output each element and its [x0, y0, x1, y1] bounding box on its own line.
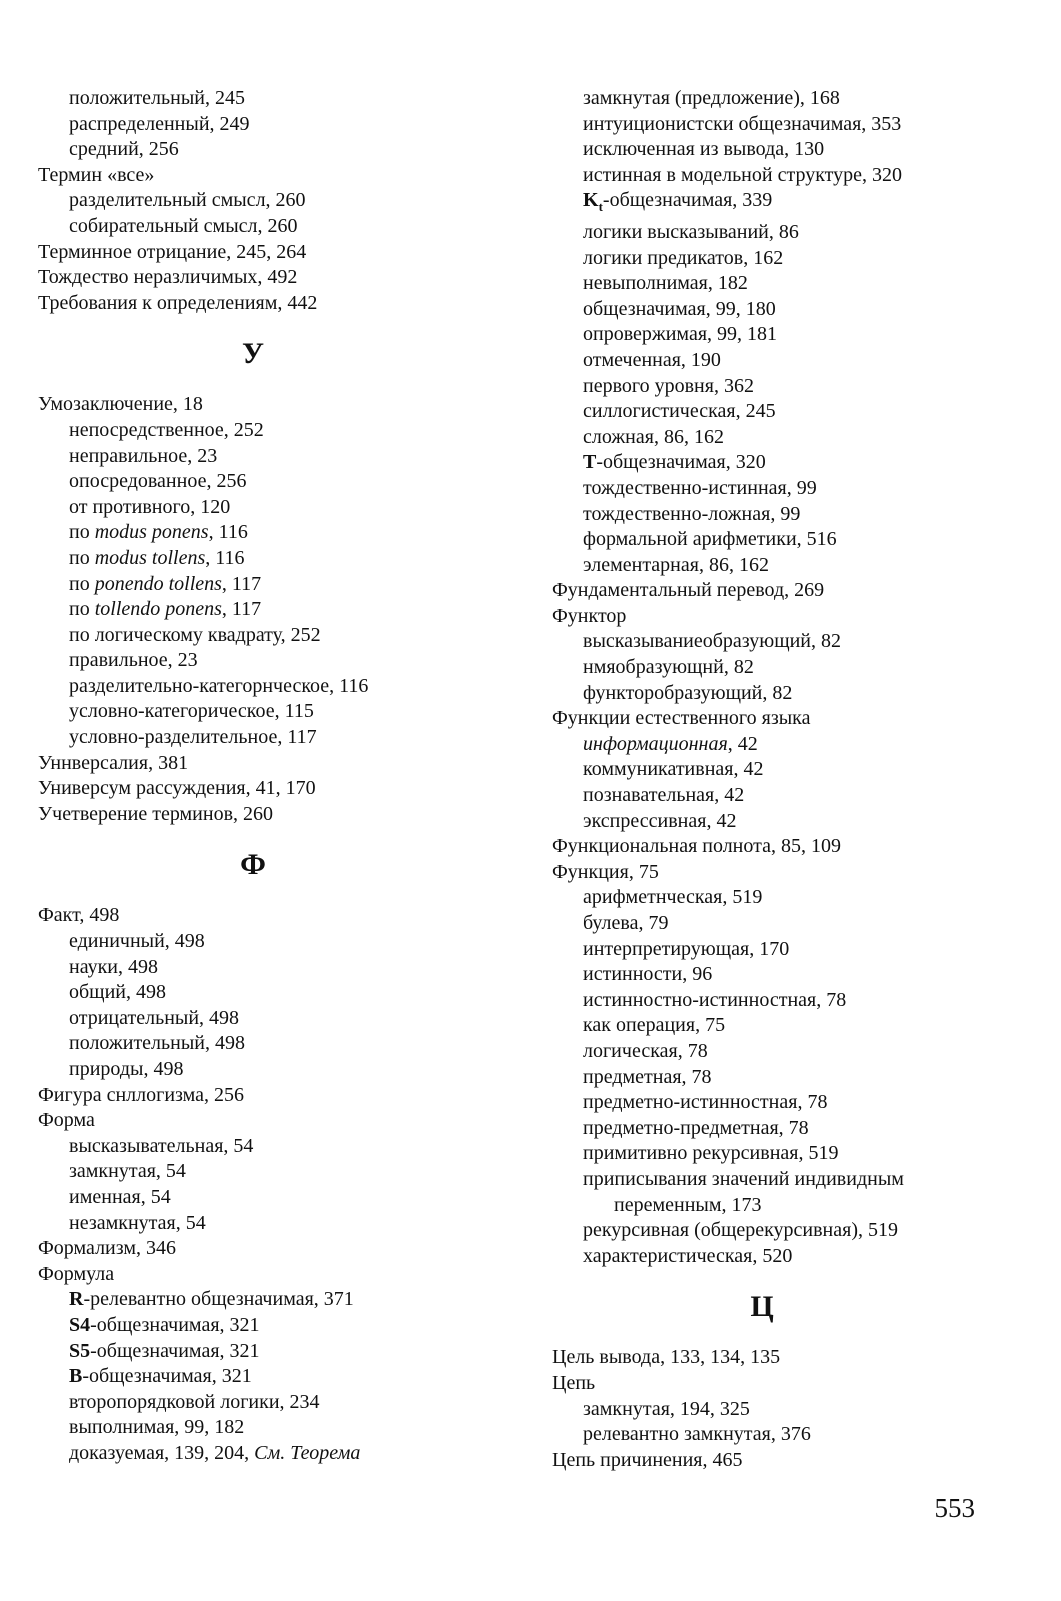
entry-text: Функции естественного языка — [552, 707, 811, 730]
index-entry — [38, 1236, 518, 1262]
entry-text: науки, 498 — [69, 955, 158, 978]
entry-text: T — [583, 451, 597, 474]
index-subentry — [38, 597, 518, 623]
entry-text: от противного, 120 — [69, 495, 231, 518]
entry-text: положительный, 498 — [69, 1032, 246, 1055]
index-subentry — [552, 681, 1022, 707]
index-subentry — [552, 476, 1022, 502]
entry-text: по — [69, 521, 95, 544]
entry-text: рекурсивная (общерекурсивная), 519 — [583, 1219, 898, 1242]
entry-text: Факт, 498 — [38, 904, 120, 927]
entry-text: Цель вывода, 133, 134, 135 — [552, 1346, 781, 1369]
index-subentry — [552, 1167, 1022, 1193]
index-subentry — [552, 783, 1022, 809]
index-subentry — [38, 214, 518, 240]
entry-text: разделительно-категорнческое, 116 — [69, 674, 369, 697]
entry-text: -релевантно общезначимая, 371 — [83, 1288, 354, 1311]
entry-text: -общезначимая, 321 — [90, 1339, 260, 1362]
index-entry — [552, 1345, 1022, 1371]
index-subentry — [552, 937, 1022, 963]
entry-text: Терминное отрицание, 245, 264 — [38, 240, 307, 263]
entry-text: второпорядковой логики, 234 — [69, 1390, 320, 1413]
index-subentry — [38, 1390, 518, 1416]
entry-text: средний, 256 — [69, 138, 179, 161]
index-subentry — [552, 1090, 1022, 1116]
index-subentry — [38, 495, 518, 521]
entry-text: коммуникативная, 42 — [583, 758, 764, 781]
index-subentry — [38, 699, 518, 725]
index-subentry — [552, 809, 1022, 835]
entry-text: функторобразующий, 82 — [583, 681, 793, 704]
entry-text: характеристическая, 520 — [583, 1244, 793, 1267]
index-subentry — [552, 348, 1022, 374]
entry-text: Формула — [38, 1262, 115, 1285]
entry-text: Универсум рассуждения, 41, 170 — [38, 777, 316, 800]
index-subentry — [38, 1134, 518, 1160]
entry-text: первого уровня, 362 — [583, 374, 754, 397]
entry-text: отмеченная, 190 — [583, 348, 721, 371]
index-subentry — [552, 1193, 1022, 1219]
entry-text: логики предикатов, 162 — [583, 246, 784, 269]
entry-text: по логическому квадрату, 252 — [69, 623, 321, 646]
entry-text: по — [69, 546, 95, 569]
entry-text: Ц — [750, 1290, 774, 1324]
entry-text: по — [69, 598, 95, 621]
index-entry — [552, 834, 1022, 860]
index-subentry — [552, 1397, 1022, 1423]
entry-text: Цепь — [552, 1371, 596, 1394]
index-subentry — [38, 86, 518, 112]
entry-text: интуиционистски общезначимая, 353 — [583, 112, 902, 135]
index-subentry — [38, 1364, 518, 1390]
index-subentry — [38, 725, 518, 751]
index-subentry — [38, 1185, 518, 1211]
index-subentry — [552, 188, 1022, 220]
entry-text: разделительный смысл, 260 — [69, 189, 306, 212]
entry-text: Ф — [240, 848, 266, 882]
entry-text: Умозаключение, 18 — [38, 393, 203, 416]
entry-text: Функтор — [552, 604, 627, 627]
index-column-right — [552, 86, 1022, 1473]
entry-text: , 42 — [727, 732, 758, 755]
entry-text: релевантно замкнутая, 376 — [583, 1423, 811, 1446]
entry-text: по — [69, 572, 95, 595]
index-entry — [38, 903, 518, 929]
index-entry — [38, 392, 518, 418]
index-subentry — [38, 1159, 518, 1185]
index-entry — [38, 265, 518, 291]
index-subentry — [552, 322, 1022, 348]
index-subentry — [552, 425, 1022, 451]
entry-text: S4 — [69, 1313, 91, 1336]
index-subentry — [552, 655, 1022, 681]
index-entry — [552, 604, 1022, 630]
entry-text: Требования к определениям, 442 — [38, 291, 318, 314]
entry-text: замкнутая (предложение), 168 — [583, 87, 840, 109]
index-entry — [552, 578, 1022, 604]
index-subentry — [552, 1422, 1022, 1448]
entry-text: , 116 — [208, 521, 248, 544]
entry-text: элементарная, 86, 162 — [583, 553, 769, 576]
index-subentry — [38, 469, 518, 495]
entry-text: замкнутая, 194, 325 — [583, 1397, 750, 1420]
entry-text: Цепь причинения, 465 — [552, 1448, 743, 1471]
page-number: 553 — [934, 1493, 975, 1523]
entry-text: Уннверсалия, 381 — [38, 751, 189, 774]
index-subentry — [38, 980, 518, 1006]
index-subentry — [38, 1287, 518, 1313]
index-subentry — [552, 629, 1022, 655]
entry-text: Термин «все» — [38, 163, 155, 186]
index-entry — [38, 776, 518, 802]
entry-text: положительный, 245 — [69, 87, 246, 109]
index-subentry — [38, 1313, 518, 1339]
entry-text: отрицательный, 498 — [69, 1006, 240, 1029]
entry-text: неправильное, 23 — [69, 444, 218, 467]
entry-text: природы, 498 — [69, 1058, 184, 1080]
entry-text: познавательная, 42 — [583, 784, 745, 807]
index-subentry — [552, 1244, 1022, 1270]
entry-text: Форма — [38, 1109, 95, 1132]
entry-text: , 117 — [221, 598, 262, 621]
index-entry — [552, 706, 1022, 732]
entry-text: истинная в модельной структуре, 320 — [583, 163, 902, 186]
index-subentry — [38, 1339, 518, 1365]
entry-text: приписывания значений индивидным — [583, 1167, 904, 1190]
entry-text: собирательный смысл, 260 — [69, 214, 298, 237]
entry-text: , 117 — [221, 572, 262, 595]
entry-text: замкнутая, 54 — [69, 1160, 186, 1183]
entry-text: булева, 79 — [583, 912, 669, 934]
index-subentry — [552, 220, 1022, 246]
index-subentry — [552, 1141, 1022, 1167]
index-subentry — [38, 929, 518, 955]
index-subentry — [552, 1039, 1022, 1065]
index-subentry — [552, 1218, 1022, 1244]
entry-text: нмяобразующнй, 82 — [583, 656, 754, 679]
index-subentry — [38, 1031, 518, 1057]
index-subentry — [38, 1057, 518, 1083]
entry-text: информационная — [583, 732, 728, 755]
entry-text: K — [583, 189, 599, 212]
entry-text: невыполнимая, 182 — [583, 272, 748, 295]
entry-text: формальной арифметики, 516 — [583, 528, 837, 551]
index-subentry — [552, 988, 1022, 1014]
index-subentry — [552, 962, 1022, 988]
entry-text: как операция, 75 — [583, 1014, 726, 1037]
index-entry — [38, 1262, 518, 1288]
entry-text: истинности, 96 — [583, 963, 713, 986]
entry-text: -общезначимая, 339 — [602, 189, 773, 212]
index-subentry — [38, 444, 518, 470]
index-entry — [552, 1448, 1022, 1474]
entry-text: выполнимая, 99, 182 — [69, 1416, 245, 1439]
entry-text: modus tollens — [94, 546, 206, 569]
index-entry — [38, 163, 518, 189]
index-subentry — [38, 1211, 518, 1237]
index-subentry — [552, 502, 1022, 528]
entry-text: исключенная из вывода, 130 — [583, 138, 825, 161]
index-subentry — [552, 163, 1022, 189]
entry-text: ponendo tollens — [94, 572, 222, 595]
index-entry — [38, 751, 518, 777]
index-subentry — [38, 955, 518, 981]
entry-text: условно-категорическое, 115 — [69, 700, 314, 723]
index-subentry — [552, 297, 1022, 323]
index-subentry — [552, 374, 1022, 400]
entry-text: , 116 — [205, 546, 245, 569]
index-subentry — [552, 1116, 1022, 1142]
entry-text: Учетверение терминов, 260 — [38, 802, 274, 825]
entry-text: незамкнутая, 54 — [69, 1211, 206, 1234]
index-subentry — [38, 674, 518, 700]
entry-text: силлогистическая, 245 — [583, 400, 776, 423]
index-entry — [38, 802, 518, 828]
index-subentry — [38, 418, 518, 444]
entry-text: истинностно-истинностная, 78 — [583, 988, 847, 1011]
index-subentry — [552, 885, 1022, 911]
entry-text: tollendo ponens — [94, 598, 222, 621]
entry-text: сложная, 86, 162 — [583, 425, 724, 448]
entry-text: арифметнческая, 519 — [583, 886, 763, 909]
entry-text: интерпретирующая, 170 — [583, 937, 790, 960]
section-heading — [38, 316, 468, 392]
entry-text: единичный, 498 — [69, 930, 205, 953]
entry-text: переменным, 173 — [614, 1193, 762, 1216]
index-subentry — [552, 1065, 1022, 1091]
entry-text: См. Теорема — [254, 1441, 361, 1464]
entry-text: именная, 54 — [69, 1185, 171, 1208]
index-subentry — [38, 188, 518, 214]
index-subentry — [38, 572, 518, 598]
entry-text: высказывательная, 54 — [69, 1134, 254, 1157]
entry-text: -общезначимая, 321 — [82, 1365, 252, 1388]
index-subentry — [552, 86, 1022, 112]
entry-text: Фигура снллогизма, 256 — [38, 1083, 245, 1106]
index-subentry — [552, 399, 1022, 425]
entry-text: modus ponens — [94, 521, 209, 544]
index-subentry — [552, 732, 1022, 758]
entry-text: У — [241, 337, 265, 371]
entry-text: экспрессивная, 42 — [583, 809, 737, 832]
entry-text: общезначимая, 99, 180 — [583, 297, 776, 320]
index-subentry — [38, 1006, 518, 1032]
index-subentry — [552, 911, 1022, 937]
entry-text: -общезначимая, 321 — [90, 1313, 260, 1336]
entry-text: R — [69, 1288, 84, 1311]
entry-text: высказываниеобразующий, 82 — [583, 630, 842, 653]
entry-text: примитивно рекурсивная, 519 — [583, 1142, 839, 1165]
index-subentry — [38, 623, 518, 649]
index-subentry — [38, 546, 518, 572]
entry-text: распределенный, 249 — [69, 112, 250, 135]
entry-text: опровержимая, 99, 181 — [583, 323, 778, 346]
entry-text: Формализм, 346 — [38, 1237, 177, 1260]
section-heading — [38, 827, 468, 903]
entry-text: предметно-истинностная, 78 — [583, 1091, 828, 1114]
entry-text: Фундаментальный перевод, 269 — [552, 579, 825, 602]
index-subentry — [552, 450, 1022, 476]
entry-text: правильное, 23 — [69, 649, 198, 672]
index-subentry — [38, 520, 518, 546]
index-entry — [38, 291, 518, 317]
section-heading — [552, 1269, 972, 1345]
index-entry — [552, 860, 1022, 886]
index-subentry — [38, 1415, 518, 1441]
index-subentry — [552, 757, 1022, 783]
entry-text: доказуемая, 139, 204, — [69, 1441, 255, 1464]
index-entry — [38, 1108, 518, 1134]
entry-text: t — [598, 199, 603, 215]
index-subentry — [38, 648, 518, 674]
index-subentry — [38, 112, 518, 138]
index-subentry — [552, 553, 1022, 579]
entry-text: S5 — [69, 1339, 91, 1362]
entry-text: логическая, 78 — [583, 1039, 708, 1062]
entry-text: общий, 498 — [69, 981, 166, 1004]
entry-text: Функциональная полнота, 85, 109 — [552, 835, 841, 858]
entry-text: Функция, 75 — [552, 860, 659, 883]
entry-text: опосредованное, 256 — [69, 470, 247, 493]
index-subentry — [552, 527, 1022, 553]
entry-text: тождественно-ложная, 99 — [583, 502, 801, 525]
entry-text: B — [69, 1365, 83, 1388]
index-column-left — [38, 86, 518, 1467]
index-entry — [552, 1371, 1022, 1397]
index-subentry — [552, 271, 1022, 297]
entry-text: предметно-предметная, 78 — [583, 1116, 809, 1139]
index-subentry — [552, 246, 1022, 272]
entry-text: непосредственное, 252 — [69, 418, 264, 441]
entry-text: Тождество неразличимых, 492 — [38, 266, 298, 289]
index-subentry — [38, 1441, 518, 1467]
index-subentry — [552, 137, 1022, 163]
index-subentry — [552, 1013, 1022, 1039]
entry-text: -общезначимая, 320 — [596, 451, 766, 474]
entry-text: условно-разделительное, 117 — [69, 726, 317, 749]
index-subentry — [552, 112, 1022, 138]
entry-text: логики высказываний, 86 — [583, 220, 799, 243]
index-entry — [38, 240, 518, 266]
entry-text: тождественно-истинная, 99 — [583, 476, 817, 499]
index-subentry — [38, 137, 518, 163]
entry-text: предметная, 78 — [583, 1065, 712, 1088]
index-entry — [38, 1083, 518, 1109]
